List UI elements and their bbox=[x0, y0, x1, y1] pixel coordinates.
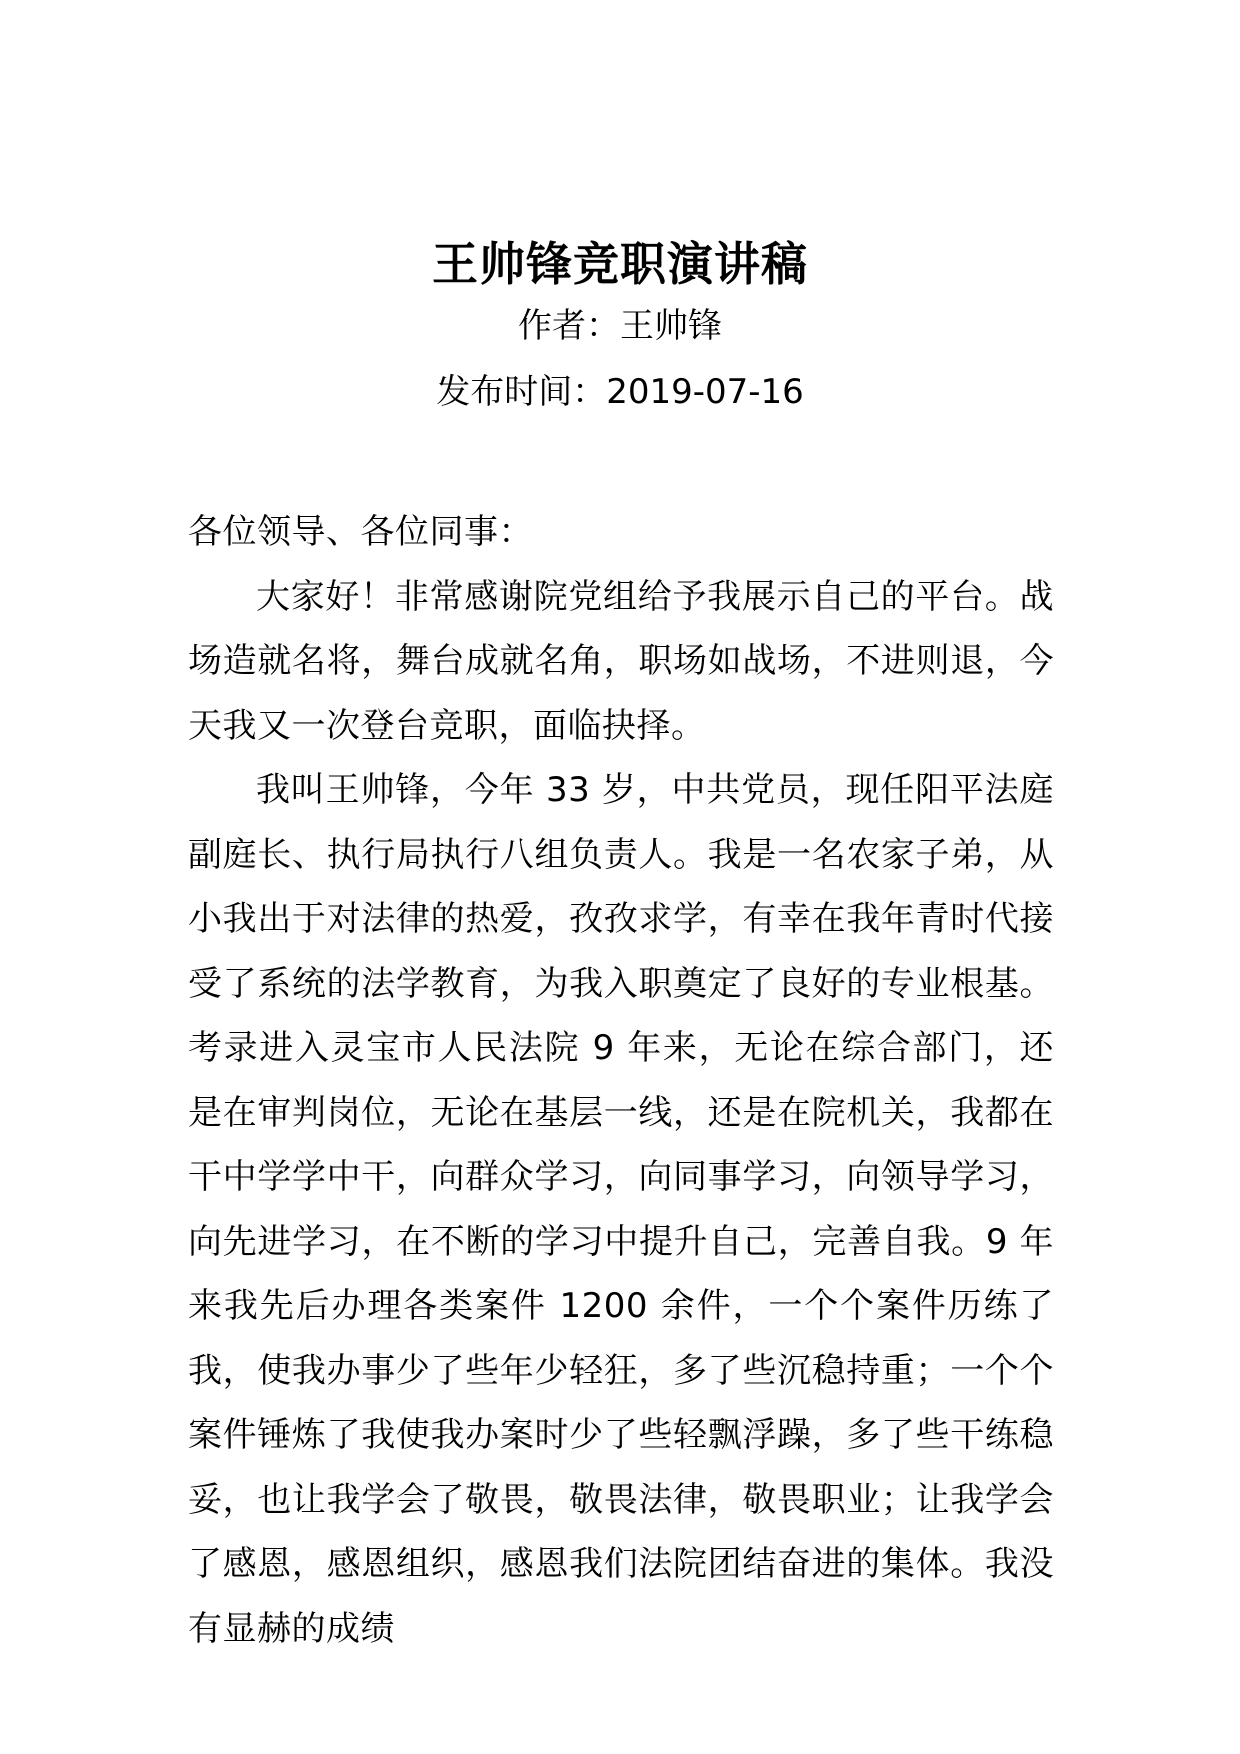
salutation: 各位领导、各位同事： bbox=[188, 512, 533, 552]
paragraph-opening: 大家好！非常感谢院党组给予我展示自己的平台。战场造就名将，舞台成就名角，职场如战场，不进则退，今天我又一次登台竞职，面临抉择。 bbox=[188, 576, 1054, 746]
author-line: 作者：王帅锋 bbox=[518, 306, 722, 346]
paragraph-self-introduction: 我叫王帅锋，今年 33 岁，中共党员，现任阳平法庭副庭长、执行局执行八组负责人。我是一名农家子弟，从小我出于对法律的热爱，孜孜求学，有幸在我年青时代接受了系统的法学教育，为我入职奠定了良好的专业根基。考录进入灵宝市人民法院 9 年来，无论在综合部门，还是在审判岗位，无论在基层一线，还是在院机关，我都在干中学学中干，向群众学习，向同事学习，向领导学习，向先进学习，在不断的学习中提升自己，完善自我。9 年来我先后办理各类案件 1200 余件，一个个案件历练了我，使我办事少了些年少轻狂，多了些沉稳持重；一个个案件锤炼了我使我办案时少了些轻飘浮躁，多了些干练稳妥，也让我学会了敬畏，敬畏法律，敬畏职业；让我学会了感恩，感恩组织，感恩我们法院团结奋进的集体。我没有显赫的成绩 bbox=[188, 770, 1054, 1649]
document-body bbox=[188, 500, 1054, 1661]
publish-date-line: 发布时间：2019-07-16 bbox=[436, 372, 804, 412]
document-title: 王帅锋竞职演讲稿 bbox=[432, 237, 808, 291]
